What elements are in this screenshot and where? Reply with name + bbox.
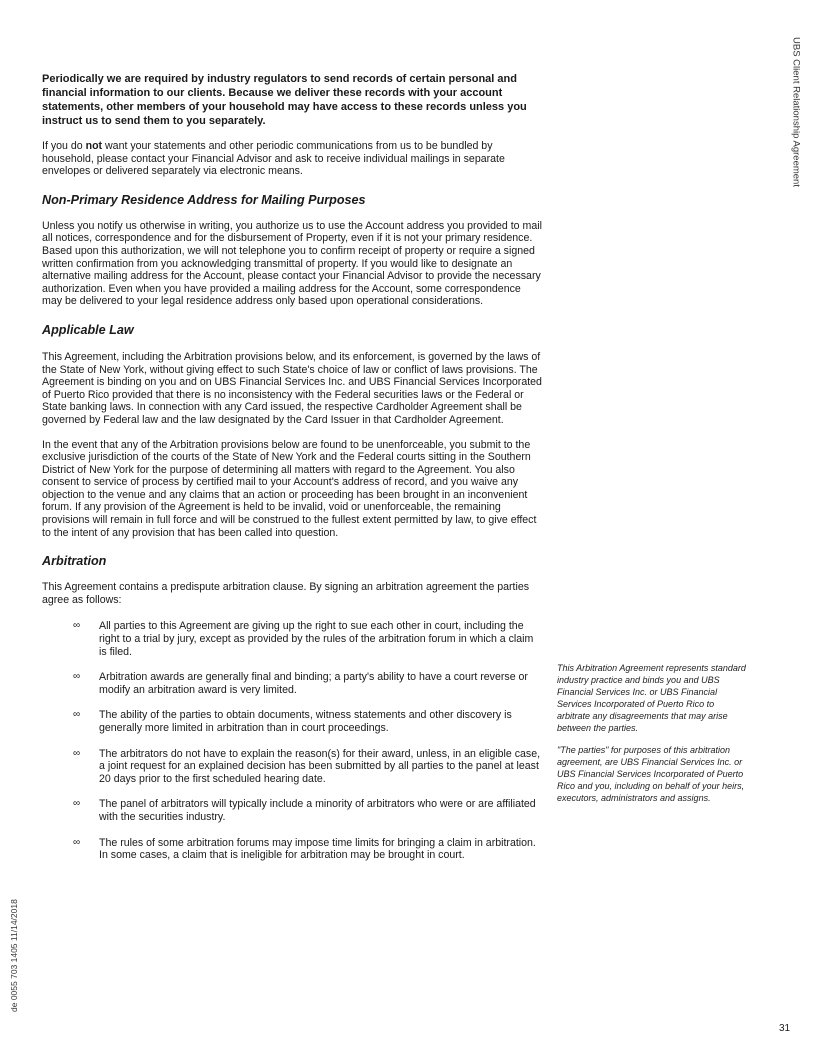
bullet-text: Arbitration awards are generally final and binding; a party's ability to have a court reverse or modify an arbitration award is very limited.: [99, 671, 528, 696]
bullet-text: The rules of some arbitration forums may impose time limits for bringing a claim in arbitration. In some cases, a claim that is ineligible for arbitration may be brought in court.: [99, 836, 536, 862]
page-number: 31: [779, 1023, 791, 1034]
infinity-bullet-icon: ∞: [73, 747, 81, 759]
applicable-law-paragraph-2: In the event that any of the Arbitration provisions below are found to be unenforceable, you submit to the exclusive jurisdiction of the courts of the State of New York and the Federal courts sitting in the Southern District of New York for the purpose of determining all matters with regard to the Agreement. You also consent to service of process by certified mail to your Account's address of record, and you waive any objection to the venue and any claims that an action or proceeding has been brought in an inconvenient forum. If any provision of the Agreement is held to be invalid, void or unenforceable, the remaining provisions will remain in full force and will be construed to the fullest extent permitted by law, to give effect to the intent of any provision that has been called into question.: [42, 438, 537, 539]
bullet-text: The ability of the parties to obtain documents, witness statements and other discovery is generally more limited in arbitration than in court proceedings.: [99, 709, 512, 734]
document-code: de 0055 703 1405 11/14/2018: [9, 899, 19, 1012]
infinity-bullet-icon: ∞: [73, 620, 81, 632]
household-paragraph: [42, 140, 542, 178]
intro-bold-paragraph: Periodically we are required by industry regulators to send records of certain personal and financial information to our clients. Because we deliver these records with your account statements, other members of your household may have access to these records unless you instruct us to send them to you separately.: [42, 73, 527, 127]
list-item: [42, 798, 542, 823]
applicable-law-paragraph-1: This Agreement, including the Arbitration provisions below, and its enforcement, is governed by the laws of the State of New York, without giving effect to such State's choice of law or conflict of laws provisions. The Agreement is binding on you and on UBS Financial Services Inc. and UBS Financial Services Incorporated of Puerto Rico provided that there is no inconsistency with the Federal securities laws or the Federal or State banking laws. In connection with any Card issued, the respective Cardholder Agreement shall be governed by Federal law and the law designated by the Card Issuer in that Cardholder Agreement.: [42, 350, 542, 426]
side-note-paragraph-2: "The parties" for purposes of this arbitration agreement, are UBS Financial Services Inc. or UBS Financial Services Incorporated of Puerto Rico and you, including on behalf of your heirs, executors, administrators and assigns.: [557, 745, 745, 803]
list-item: [42, 748, 542, 786]
list-item: [42, 837, 542, 862]
main-content: [42, 72, 542, 862]
household-text-before: If you do: [42, 140, 86, 152]
side-note-paragraph-1: This Arbitration Agreement represents standard industry practice and binds you and UBS Financial Services Inc. or UBS Financial Services Incorporated of Puerto Rico to arbitrate any disagreements that may arise between the parties.: [557, 663, 746, 733]
bullet-text: All parties to this Agreement are giving up the right to sue each other in court, including the right to a trial by jury, except as provided by the rules of the arbitration forum in which a claim is filed.: [99, 620, 534, 658]
infinity-bullet-icon: ∞: [73, 798, 81, 810]
sidebar-document-title: UBS Client Relationship Agreement: [790, 37, 802, 187]
infinity-bullet-icon: ∞: [73, 836, 81, 848]
arbitration-intro: This Agreement contains a predispute arbitration clause. By signing an arbitration agreement the parties agree as follows:: [42, 581, 530, 606]
list-item: [42, 620, 542, 658]
household-text-after: want your statements and other periodic communications from us to be bundled by household, please contact your Financial Advisor and ask to receive individual mailings in separate envelopes or delivered separately via electronic means.: [42, 140, 505, 178]
arbitration-heading: Arbitration: [42, 554, 107, 569]
arbitration-side-note: [557, 662, 747, 814]
household-bold-word: not: [85, 140, 103, 152]
list-item: [42, 671, 542, 696]
bullet-text: The arbitrators do not have to explain the reason(s) for their award, unless, in an eligible case, a joint request for an explained decision has been submitted by all parties to the panel at least 20 days prior to the first scheduled hearing date.: [99, 747, 541, 785]
bullet-text: The panel of arbitrators will typically include a minority of arbitrators who were or are affiliated with the securities industry.: [99, 798, 536, 823]
applicable-law-heading: Applicable Law: [42, 322, 134, 337]
arbitration-bullet-list: [42, 620, 542, 861]
non-primary-paragraph: Unless you notify us otherwise in writing, you authorize us to use the Account address you provided to mail all notices, correspondence and for the disbursement of Property, even if it is not your primary residence. Based upon this authorization, we will not telephone you to confirm receipt of property or require a signed written confirmation from you acknowledging transmittal of property. If you would like to designate an alternative mailing address for the Account, please contact your Financial Advisor to provide the necessary authorization. Even when you have provided a mailing address for the Account, some correspondence may be delivered to your legal residence address only based upon operational considerations.: [42, 219, 542, 308]
list-item: [42, 709, 542, 734]
infinity-bullet-icon: ∞: [73, 671, 81, 683]
non-primary-heading: Non-Primary Residence Address for Mailing Purposes: [42, 192, 366, 207]
infinity-bullet-icon: ∞: [73, 709, 81, 721]
